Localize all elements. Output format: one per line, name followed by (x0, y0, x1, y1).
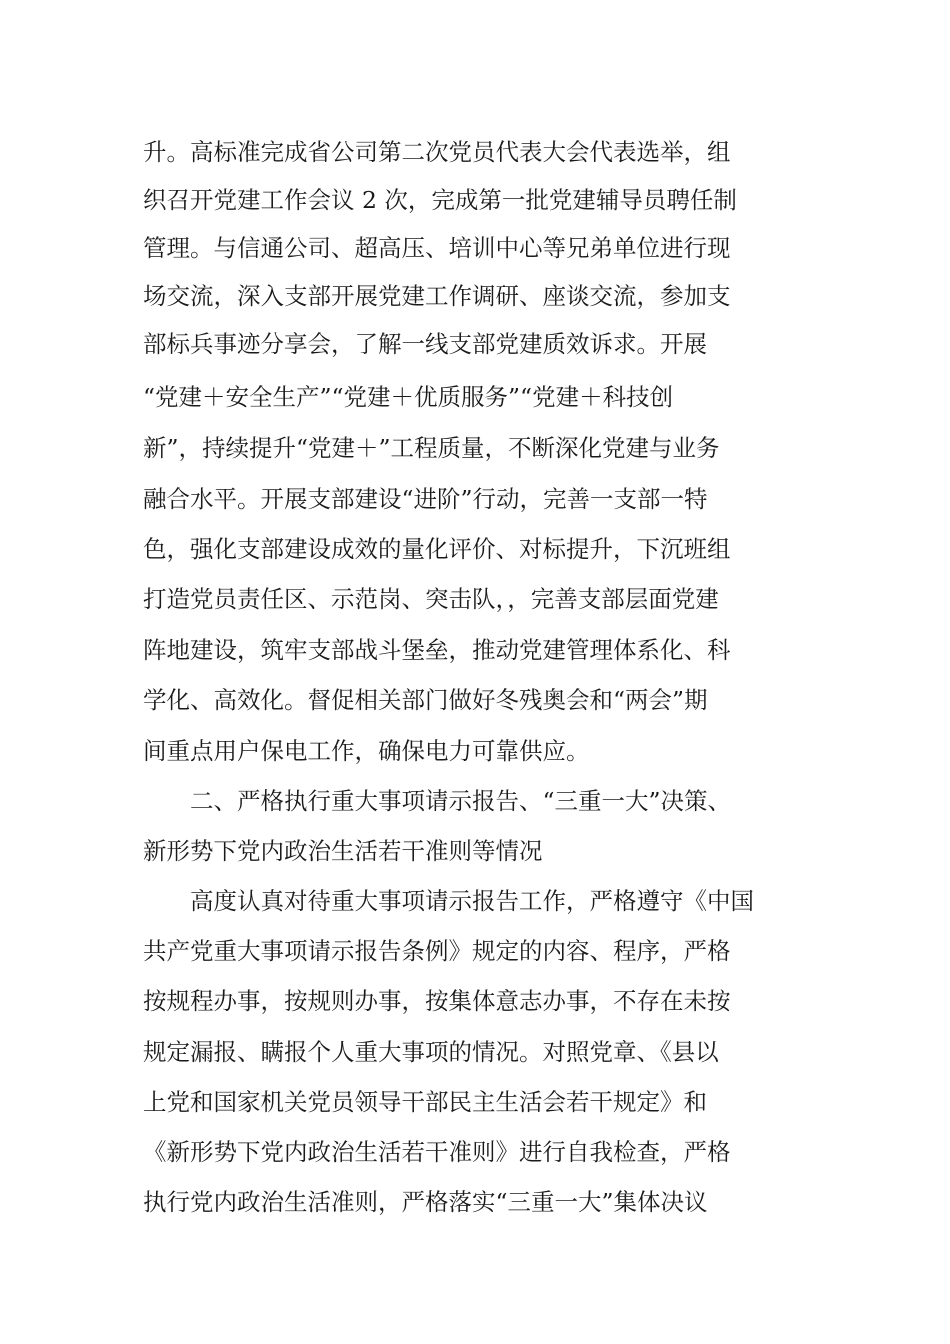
section-heading-line: 二、严格执行重大事项请示报告、“三重一大”决策、 (190, 787, 732, 815)
text-line: 管理。与信通公司、超高压、培训中心等兄弟单位进行现 (143, 234, 731, 262)
text-line: 部标兵事迹分享会，了解一线支部党建质效诉求。开展 (143, 330, 707, 358)
text-line: 学化、高效化。督促相关部门做好冬残奥会和“两会”期 (143, 686, 708, 714)
text-line: 融合水平。开展支部建设“进阶”行动，完善一支部一特 (143, 485, 708, 513)
text-line: 织召开党建工作会议 2 次，完成第一批党建辅导员聘任制 (143, 186, 737, 214)
text-line: 共产党重大事项请示报告条例》规定的内容、程序，严格 (143, 937, 731, 965)
text-line: 场交流，深入支部开展党建工作调研、座谈交流，参加支 (143, 282, 731, 310)
text-line: 执行党内政治生活准则，严格落实“三重一大”集体决议 (143, 1188, 708, 1216)
text-line: 打造党员责任区、示范岗、突击队，，完善支部层面党建 (143, 585, 719, 613)
text-line: 间重点用户保电工作，确保电力可靠供应。 (143, 737, 590, 765)
text-line: 新”，持续提升“党建＋”工程质量，不断深化党建与业务 (143, 434, 720, 462)
text-line: 色，强化支部建设成效的量化评价、对标提升，下沉班组 (143, 535, 731, 563)
text-line: 《新形势下党内政治生活若干准则》进行自我检查，严格 (143, 1138, 731, 1166)
text-line: 阵地建设，筑牢支部战斗堡垒，推动党建管理体系化、科 (143, 636, 731, 664)
text-line: “党建＋安全生产”“党建＋优质服务”“党建＋科技创 (143, 383, 674, 411)
text-line: 按规程办事，按规则办事，按集体意志办事，不存在未按 (143, 987, 731, 1015)
section-heading-line: 新形势下党内政治生活若干准则等情况 (143, 837, 543, 865)
text-line: 上党和国家机关党员领导干部民主生活会若干规定》和 (143, 1088, 707, 1116)
text-line: 规定漏报、瞒报个人重大事项的情况。对照党章、《县以 (143, 1038, 719, 1066)
text-line: 高度认真对待重大事项请示报告工作，严格遵守《中国 (190, 887, 754, 915)
text-line: 升。高标准完成省公司第二次党员代表大会代表选举，组 (143, 138, 731, 166)
